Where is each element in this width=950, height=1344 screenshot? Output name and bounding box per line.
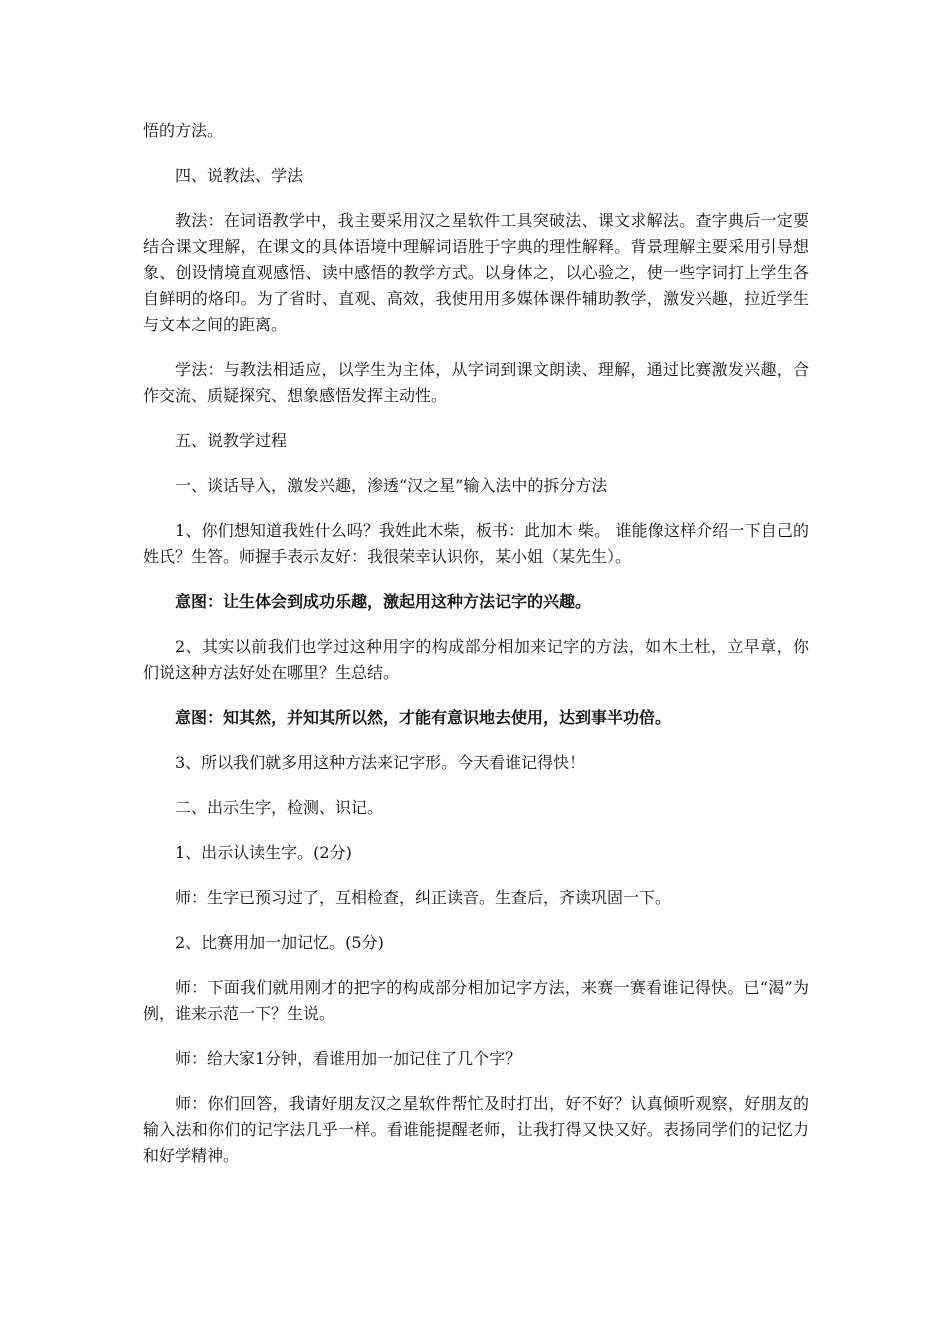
section-heading-methods: 四、说教法、学法 — [175, 166, 304, 185]
paragraph-continuation: 悟的方法。 — [143, 121, 224, 140]
paragraph-teacher-demo: 师：下面我们就用刚才的把字的构成部分相加记字方法，来赛一赛看谁记得快。已“渴”为例，谁来示范一下？生说。 — [143, 978, 809, 1023]
paragraph-teacher-timer: 师：给大家1分钟，看谁用加一加记住了几个字？ — [175, 1049, 522, 1068]
intent-note-1: 意图：让生体会到成功乐趣，激起用这种方法记字的兴趣。 — [175, 592, 592, 611]
paragraph-step-2: 2、其实以前我们也学过这种用字的构成部分相加来记字的方法，如木土杜，立早章，你们说这种方法好处在哪里？生总结。 — [143, 637, 809, 682]
subheading-introduction: 一、谈话导入，激发兴趣，渗透“汉之星”输入法中的拆分方法 — [175, 476, 608, 495]
paragraph-step-1: 1、你们想知道我姓什么吗？我姓此木柴，板书：此加木 柴。 谁能像这样介绍一下自己的姓氏？生答。师握手表示友好：我很荣幸认识你，某小姐（某先生）。 — [143, 521, 809, 566]
paragraph-teacher-check: 师：生字已预习过了，互相检查，纠正读音。生查后，齐读巩固一下。 — [175, 888, 672, 907]
paragraph-learning-method: 学法：与教法相适应，以学生为主体，从字词到课文朗读、理解，通过比赛激发兴趣，合作交流、质疑探究、想象感悟发挥主动性。 — [143, 360, 809, 405]
paragraph-teacher-software: 师：你们回答，我请好朋友汉之星软件帮忙及时打出，好不好？认真倾听观察，好朋友的输入法和你们的记字法几乎一样。看谁能提醒老师，让我打得又快又好。表扬同学们的记忆力和好学精神。 — [143, 1094, 809, 1165]
document-page — [143, 118, 809, 1188]
paragraph-teaching-method: 教法：在词语教学中，我主要采用汉之星软件工具突破法、课文求解法。查字典后一定要结合课文理解，在课文的具体语境中理解词语胜于字典的理性解释。背景理解主要采用引导想象、创设情境直观感悟、读中感悟的教学方式。以身体之，以心验之，使一些字词打上学生各自鲜明的烙印。为了省时、直观、高效，我使用用多媒体课件辅助教学，激发兴趣，拉近学生与文本之间的距离。 — [143, 211, 809, 334]
subheading-new-characters: 二、出示生字，检测、识记。 — [175, 798, 384, 817]
section-heading-process: 五、说教学过程 — [175, 431, 288, 450]
paragraph-show-characters: 1、出示认读生字。(2分) — [175, 843, 352, 862]
paragraph-step-3: 3、所以我们就多用这种方法来记字形。今天看谁记得快！ — [175, 753, 586, 772]
intent-note-2: 意图：知其然，并知其所以然，才能有意识地去使用，达到事半功倍。 — [175, 708, 672, 727]
paragraph-competition: 2、比赛用加一加记忆。(5分) — [175, 933, 384, 952]
